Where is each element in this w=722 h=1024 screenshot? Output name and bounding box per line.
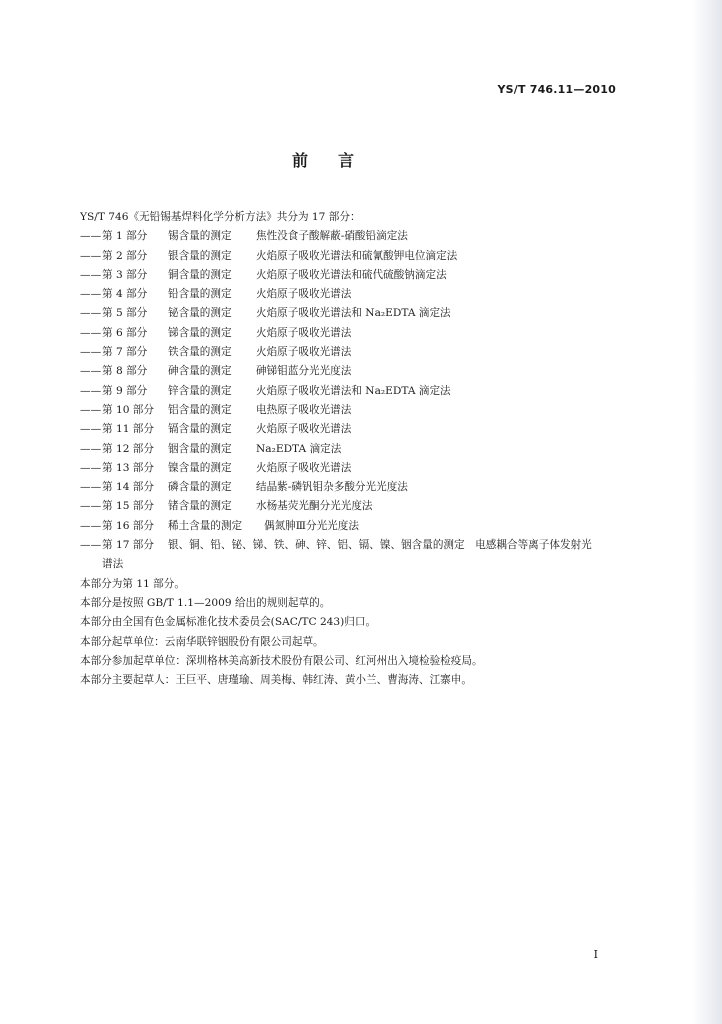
part-item [80, 517, 640, 536]
document-body [80, 208, 640, 690]
parts-list [80, 227, 640, 574]
part-label: 铋含量的测定 [168, 307, 232, 320]
part-item [80, 227, 640, 246]
part-label: 稀土含量的测定 [168, 519, 243, 532]
part-dash: —— [80, 539, 102, 552]
part-dash: —— [80, 307, 102, 320]
part-dash: —— [80, 249, 102, 262]
scan-edge-shadow [692, 0, 722, 1024]
part-label: 铅含量的测定 [168, 288, 232, 301]
part-label: 银含量的测定 [168, 249, 232, 262]
part-dash: —— [80, 365, 102, 378]
part-item [80, 440, 640, 459]
part-label: 锗含量的测定 [168, 500, 232, 513]
part-item [80, 401, 640, 420]
part-dash: —— [80, 403, 102, 416]
part-number: 第 8 部分 [102, 365, 148, 378]
part-item [80, 459, 640, 478]
body-paragraph: 本部分是按照 GB/T 1.1—2009 给出的规则起草的。 [80, 596, 331, 609]
part-label: 锡含量的测定 [168, 230, 232, 243]
part-dash: —— [80, 423, 102, 436]
part-number: 第 4 部分 [102, 288, 148, 301]
part-dash: —— [80, 461, 102, 474]
part-dash: —— [80, 326, 102, 339]
part-method: 火焰原子吸收光谱法和硫代硫酸钠滴定法 [256, 268, 447, 281]
part-dash: —— [80, 442, 102, 455]
body-paragraph: 本部分为第 11 部分。 [80, 577, 185, 590]
part-item [80, 382, 640, 401]
part-number: 第 6 部分 [102, 326, 148, 339]
body-paragraph: 本部分主要起草人：王巨平、唐瑾瑜、周美梅、韩红涛、黄小兰、曹海涛、江寨申。 [80, 674, 472, 687]
part-method: 火焰原子吸收光谱法和 Na₂EDTA 滴定法 [256, 307, 451, 320]
part-label: 镉含量的测定 [168, 423, 232, 436]
part-method: 砷锑钼蓝分光光度法 [256, 365, 352, 378]
part-item [80, 285, 640, 304]
part-method: 火焰原子吸收光谱法和 Na₂EDTA 滴定法 [256, 384, 451, 397]
paragraphs [80, 575, 640, 691]
part-dash: —— [80, 384, 102, 397]
part-item [80, 266, 640, 285]
part-method: Na₂EDTA 滴定法 [256, 442, 342, 455]
part-number: 第 15 部分 [102, 500, 154, 513]
part-number: 第 2 部分 [102, 249, 148, 262]
part-dash: —— [80, 500, 102, 513]
body-paragraph: 本部分由全国有色金属标准化技术委员会(SAC/TC 243)归口。 [80, 616, 377, 629]
part-label: 锑含量的测定 [168, 326, 232, 339]
part-number: 第 9 部分 [102, 384, 148, 397]
part-method: 火焰原子吸收光谱法 [256, 423, 352, 436]
part-item [80, 304, 640, 323]
part-item [80, 497, 640, 516]
part-method: 结晶紫-磷钒钼杂多酸分光光度法 [256, 481, 408, 494]
standard-code: YS/T 746.11—2010 [497, 83, 616, 96]
part-method: 银、铜、铅、铋、锑、铁、砷、锌、铝、镉、镍、铟含量的测定 电感耦合等离子体发射光 [168, 539, 592, 552]
part-dash: —— [80, 230, 102, 243]
part-dash: —— [80, 481, 102, 494]
body-paragraph: 本部分起草单位：云南华联锌铟股份有限公司起草。 [80, 635, 324, 648]
part-number: 第 3 部分 [102, 268, 148, 281]
part-method: 水杨基荧光酮分光光度法 [256, 500, 373, 513]
part-item [80, 343, 640, 362]
part-number: 第 1 部分 [102, 230, 148, 243]
part-label: 镍含量的测定 [168, 461, 232, 474]
part-number: 第 11 部分 [102, 423, 154, 436]
part-label: 铁含量的测定 [168, 346, 232, 359]
part-label: 铝含量的测定 [168, 403, 232, 416]
part-item [80, 478, 640, 497]
part-method: 火焰原子吸收光谱法 [256, 326, 352, 339]
part-number: 第 12 部分 [102, 442, 154, 455]
part-method: 电热原子吸收光谱法 [256, 403, 352, 416]
part-number: 第 13 部分 [102, 461, 154, 474]
part-item [80, 247, 640, 266]
part-item [80, 324, 640, 343]
part-method: 焦性没食子酸解蔽-硝酸铅滴定法 [256, 230, 408, 243]
part-method: 火焰原子吸收光谱法 [256, 346, 352, 359]
part-dash: —— [80, 346, 102, 359]
part-method: 火焰原子吸收光谱法 [256, 461, 352, 474]
part-dash: —— [80, 268, 102, 281]
part-method: 偶氮胂Ⅲ分光光度法 [264, 519, 359, 532]
part-label: 锌含量的测定 [168, 384, 232, 397]
part-number: 第 16 部分 [102, 519, 154, 532]
part-method: 火焰原子吸收光谱法 [256, 288, 352, 301]
part-item [80, 420, 640, 439]
part-label: 铜含量的测定 [168, 268, 232, 281]
part-item [80, 536, 640, 555]
part-number: 第 7 部分 [102, 346, 148, 359]
part-label: 砷含量的测定 [168, 365, 232, 378]
part-method-continuation: 谱法 [102, 558, 124, 571]
page-title: 前言 [291, 151, 384, 170]
part-number: 第 14 部分 [102, 481, 154, 494]
intro-line: YS/T 746《无铅锡基焊料化学分析方法》共分为 17 部分： [80, 211, 361, 223]
body-paragraph: 本部分参加起草单位：深圳格林美高新技术股份有限公司、红河州出入境检验检疫局。 [80, 654, 483, 667]
part-dash: —— [80, 519, 102, 532]
part-method: 火焰原子吸收光谱法和硫氰酸钾电位滴定法 [256, 249, 458, 262]
part-item [80, 362, 640, 381]
part-label: 磷含量的测定 [168, 481, 232, 494]
part-number: 第 17 部分 [102, 539, 154, 552]
part-dash: —— [80, 288, 102, 301]
page-number: I [593, 948, 598, 961]
part-number: 第 10 部分 [102, 403, 154, 416]
part-label: 铟含量的测定 [168, 442, 232, 455]
part-number: 第 5 部分 [102, 307, 148, 320]
